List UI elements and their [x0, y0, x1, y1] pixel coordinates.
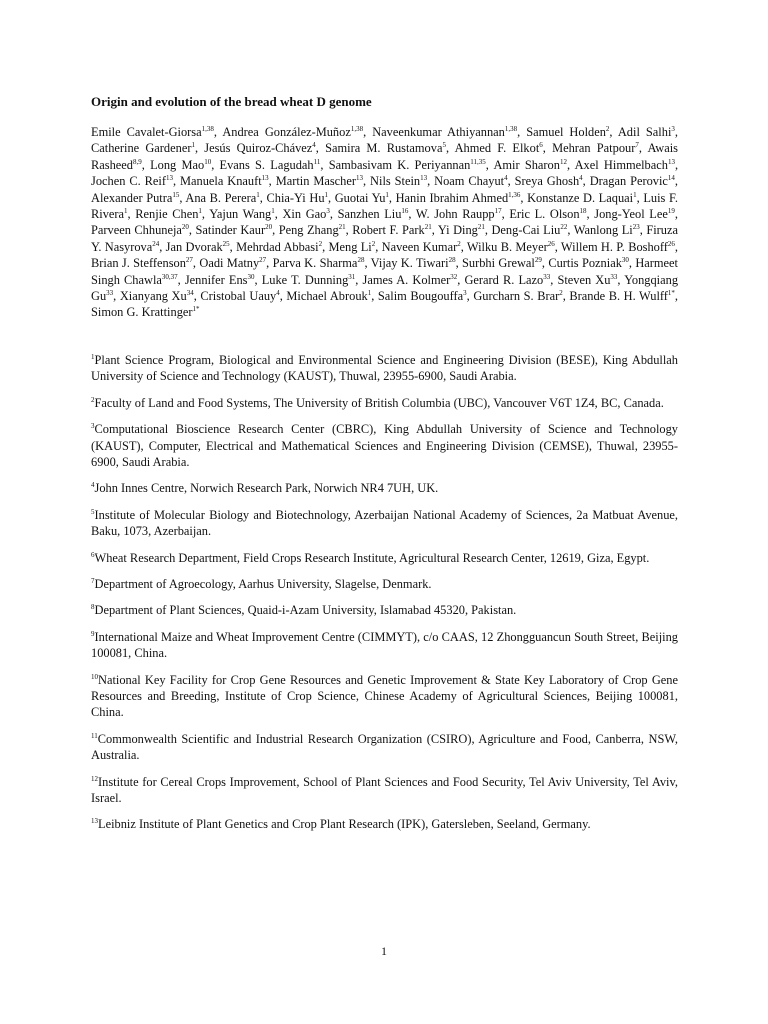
author-affiliation-marker: 27	[185, 256, 193, 265]
author-name: Peng Zhang	[278, 223, 339, 238]
affiliation-entry	[91, 395, 678, 411]
author-affiliation-marker: 4	[579, 174, 583, 183]
author-name: Catherine Gardener	[91, 141, 192, 156]
author-affiliation-marker: 1*	[667, 288, 675, 297]
author-affiliation-marker: 13	[420, 174, 428, 183]
author-affiliation-marker: 4	[276, 288, 280, 297]
author-name: Chia-Yi Hu	[266, 190, 325, 205]
paper-title: Origin and evolution of the bread wheat D genome	[91, 94, 372, 109]
author-affiliation-marker: 33	[543, 272, 551, 281]
affiliation-text: Department of Plant Sciences, Quaid-i-Azam University, Islamabad 45320, Pakistan.	[94, 603, 517, 618]
author-name: Mehran Patpour	[552, 141, 636, 156]
affiliation-entry	[91, 550, 678, 566]
author-affiliation-marker: 1	[271, 206, 275, 215]
affiliation-entry	[91, 421, 678, 470]
affiliation-text: Computational Bioscience Research Center (CBRC), King Abdullah University of Science and Technology (KAUST), Computer, Electrical and Mathematical Sciences and Engineering Division (CEMSE), Thuwal, 23955-6900, Saudi Arabia.	[91, 422, 678, 469]
author-affiliation-marker: 28	[357, 256, 365, 265]
author-affiliation-marker: 1	[324, 190, 329, 199]
author-affiliation-marker: 33	[106, 288, 114, 297]
author-name: Jochen C. Reif	[91, 174, 166, 189]
author-name: Awais Rasheed	[91, 141, 678, 172]
author-affiliation-marker: 13	[667, 157, 675, 166]
author-name: Sambasivam K. Periyannan	[328, 157, 471, 172]
author-name: Noam Chayut	[434, 174, 505, 189]
author-name: Alexander Putra	[91, 190, 173, 205]
author-affiliation-marker: 2	[371, 239, 376, 248]
author-affiliation-marker: 24	[152, 239, 160, 248]
affiliation-text: Institute of Molecular Biology and Biotechnology, Azerbaijan National Academy of Sciences, 2a Matbuat Avenue, Baku, 1073, Azerbaijan.	[91, 507, 678, 539]
author-affiliation-marker: 26	[547, 239, 555, 248]
author-affiliation-marker: 13	[165, 174, 173, 183]
author-affiliation-marker: 1,36	[508, 190, 521, 199]
author-name: Yajun Wang	[209, 207, 272, 222]
author-name: Vijay K. Tiwari	[370, 256, 449, 271]
author-affiliation-marker: 1	[385, 190, 389, 199]
paper-page	[91, 94, 678, 843]
author-affiliation-marker: 1	[633, 190, 637, 199]
affiliation-text: Faculty of Land and Food Systems, The University of British Columbia (UBC), Vancouver V6T 1Z4, BC, Canada.	[94, 395, 664, 410]
author-name: Andrea González-Muñoz	[222, 125, 351, 139]
affiliation-entry	[91, 629, 678, 662]
author-name: Naveenkumar Athiyannan	[372, 125, 505, 139]
author-name: Simon G. Krattinger	[91, 305, 193, 320]
author-name: Willem H. P. Boshoff	[560, 239, 668, 254]
affiliation-number: 11	[91, 731, 98, 740]
author-name: Yi Ding	[437, 223, 478, 238]
affiliation-number: 8	[91, 603, 95, 612]
author-name: W. John Raupp	[415, 207, 495, 222]
author-name: Long Mao	[150, 157, 205, 172]
author-affiliation-marker: 17	[494, 206, 502, 215]
affiliation-number: 1	[91, 352, 95, 361]
author-name: Konstanze D. Laquai	[527, 190, 634, 205]
affiliation-list	[91, 352, 678, 833]
author-affiliation-marker: 20	[265, 223, 273, 232]
author-affiliation-marker: 12	[559, 157, 567, 166]
author-name: Firuza Y. Nasyrova	[91, 223, 678, 254]
affiliation-text: Leibniz Institute of Plant Genetics and Crop Plant Research (IPK), Gatersleben, Seeland, Germany.	[98, 817, 591, 832]
affiliation-entry	[91, 774, 678, 807]
page-number: 1	[381, 944, 387, 958]
author-name: Salim Bougouffa	[377, 289, 464, 304]
author-affiliation-marker: 21	[338, 223, 346, 232]
author-affiliation-marker: 31	[348, 272, 356, 281]
author-affiliation-marker: 29	[534, 256, 542, 265]
author-name: Yongqiang Gu	[91, 272, 679, 304]
author-name: Gerard R. Lazo	[464, 272, 544, 287]
affiliation-number: 2	[91, 395, 95, 404]
author-affiliation-marker: 21	[424, 223, 432, 232]
author-affiliation-marker: 30,37	[161, 272, 178, 281]
author-name: James A. Kolmer	[362, 272, 451, 287]
author-affiliation-marker: 1,38	[504, 124, 518, 133]
author-affiliation-marker: 1,38	[350, 124, 364, 133]
author-affiliation-marker: 25	[222, 239, 230, 248]
author-affiliation-marker: 3	[326, 206, 330, 215]
author-name: Deng-Cai Liu	[491, 223, 561, 238]
author-name: Oadi Matny	[199, 256, 260, 271]
author-affiliation-marker: 2	[318, 239, 323, 248]
author-name: Manuela Knauft	[179, 174, 262, 189]
author-affiliation-marker: 1*	[192, 305, 200, 314]
author-name: Gurcharn S. Brar	[473, 289, 560, 304]
affiliation-entry	[91, 352, 678, 385]
affiliation-number: 4	[91, 481, 95, 490]
author-affiliation-marker: 33	[610, 272, 618, 281]
affiliation-text: Institute for Cereal Crops Improvement, School of Plant Sciences and Food Security, Tel Aviv University, Tel Aviv, Israel.	[91, 774, 678, 805]
affiliation-text: Wheat Research Department, Field Crops Research Institute, Agricultural Research Center, 12619, Giza, Egypt.	[94, 550, 650, 565]
author-affiliation-marker: 18	[579, 206, 587, 215]
author-name: Martin Mascher	[275, 174, 357, 189]
affiliation-number: 6	[91, 550, 95, 559]
author-name: Eric L. Olson	[509, 207, 580, 222]
author-affiliation-marker: 23	[632, 223, 640, 232]
author-name: Luke T. Dunning	[261, 272, 349, 287]
author-name: Steven Xu	[557, 272, 611, 287]
author-affiliation-marker: 5	[442, 141, 446, 150]
author-affiliation-marker: 3	[671, 124, 675, 133]
author-name: Robert F. Park	[352, 223, 425, 238]
affiliation-number: 10	[91, 672, 98, 681]
author-name: Michael Abrouk	[286, 289, 368, 304]
affiliation-entry	[91, 731, 678, 764]
author-name: Hanin Ibrahim Ahmed	[395, 190, 509, 205]
affiliation-text: Plant Science Program, Biological and Environmental Science and Engineering Division (BESE), King Abdullah University of Science and Technology (KAUST), Thuwal, 23955-6900, Saudi Arabia.	[91, 352, 678, 384]
author-name: Curtis Pozniak	[548, 256, 622, 271]
author-affiliation-marker: 34	[186, 288, 194, 297]
author-affiliation-marker: 1	[198, 206, 202, 215]
affiliation-number: 12	[91, 774, 98, 783]
author-name: Guotai Yu	[334, 190, 386, 205]
author-affiliation-marker: 13	[356, 174, 364, 183]
author-name: Sanzhen Liu	[337, 207, 402, 222]
affiliation-text: Commonwealth Scientific and Industrial Research Organization (CSIRO), Agriculture and Food, Canberra, NSW, Australia.	[91, 731, 678, 763]
affiliation-text: Department of Agroecology, Aarhus University, Slagelse, Denmark.	[94, 576, 432, 591]
author-affiliation-marker: 11,35	[470, 157, 486, 166]
author-affiliation-marker: 6	[539, 141, 543, 150]
author-name: Evans S. Lagudah	[219, 157, 314, 172]
author-name: Samuel Holden	[526, 125, 606, 139]
author-name: Nils Stein	[370, 174, 421, 189]
author-name: Satinder Kaur	[195, 223, 266, 238]
author-affiliation-marker: 1	[367, 288, 372, 297]
affiliation-entry	[91, 816, 678, 832]
author-affiliation-marker: 1	[191, 141, 195, 150]
author-name: Ana B. Perera	[185, 190, 257, 205]
author-name: Samira M. Rustamova	[325, 141, 443, 156]
affiliation-number: 7	[91, 576, 95, 585]
author-name: Amir Sharon	[493, 157, 560, 172]
author-affiliation-marker: 15	[172, 190, 180, 199]
author-affiliation-marker: 30	[247, 272, 255, 281]
author-affiliation-marker: 32	[450, 272, 458, 281]
author-name: Axel Himmelbach	[574, 157, 668, 172]
author-name: Mehrdad Abbasi	[236, 239, 319, 254]
author-list: Emile Cavalet-Giorsa$^{1,38}$, Andrea González-Muñoz$^{1,38}$, Naveenkumar Athiyannan$^{1,38}$, Samuel Holden$^2$, Adil Salhi$^3$, Catherine Gardener$^1$, Jesús Quiroz-Chávez$^4$, Samira M. Rustamova$^5$, Ahmed F. Elkot$^6$, Mehran Patpour$^7$, Awais Rasheed$^{8,9}$, Long Mao$^{10}$, Evans S. Lagudah$^{11}$, Sambasivam K. Periyannan$^{11,35}$, Amir Sharon$^{12}$, Axel Himmelbach$^{13}$, Jochen C. Reif$^{13}$, Manuela Knauft$^{13}$, Martin Mascher$^{13}$, Nils Stein$^{13}$, Noam Chayut$^4$, Sreya Ghosh$^4$, Dragan Perovic$^{14}$, Alexander Putra$^{15}$, Ana B. Perera$^1$, Chia-Yi Hu$^1$, Guotai Yu$^1$, Hanin Ibrahim Ahmed$^{1,36}$, Konstanze D. Laquai$^1$, Luis F. Rivera$^1$, Renjie Chen$^1$, Yajun Wang$^1$, Xin Gao$^3$, Sanzhen Liu$^{16}$, W. John Raupp$^{17}$, Eric L. Olson$^{18}$, Jong-Yeol Lee$^{19}$, Parveen Chhuneja$^{20}$, Satinder Kaur$^{20}$, Peng Zhang$^{21}$, Robert F. Park$^{21}$, Yi Ding$^{21}$, Deng-Cai Liu$^{22}$, Wanlong Li$^{23}$, Firuza Y. Nasyrova$^{24}$, Jan Dvorak$^{25}$, Mehrdad Abbasi$^2$, Meng Li$^2$, Naveen Kumar$^2$, Wilku B. Meyer$^{26}$, Willem H. P. Boshoff$^{26}$, Brian J. Steffenson$^{27}$, Oadi Matny$^{27}$, Parva K. Sharma$^{28}$, Vijay K. Tiwari$^{28}$, Surbhi Grewal$^{29}$, Curtis Pozniak$^{30}$, Harmeet Singh Chawla$^{30,37}$, Jennifer Ens$^{30}$, Luke T. Dunning$^{31}$, James A. Kolmer$^{32}$, Gerard R. Lazo$^{33}$, Steven Xu$^{33}$, Yongqiang Gu$^{33}$, Xianyang Xu$^{34}$, Cristobal Uauy$^4$, Michael Abrouk$^1$, Salim Bougouffa$^3$, Gurcharn S. Brar$^2$, Brande B. H. Wulff$^{1*}$, Simon G. Krattinger$^{1*}$	[91, 124, 679, 320]
affiliation-text: National Key Facility for Crop Gene Resources and Genetic Improvement & State Key Laboratory of Crop Gene Resources and Breeding, Institute of Crop Science, Chinese Academy of Agricultural Sciences, Beijing 100081, China.	[91, 672, 678, 720]
author-name: Brande B. H. Wulff	[569, 289, 668, 304]
author-name: Parva K. Sharma	[272, 256, 358, 271]
author-name: Wanlong Li	[573, 223, 633, 238]
author-name: Luis F. Rivera	[91, 190, 678, 222]
author-name: Jan Dvorak	[165, 239, 223, 254]
author-name: Emile Cavalet-Giorsa	[91, 125, 202, 139]
author-name: Jesús Quiroz-Chávez	[204, 141, 313, 156]
author-affiliation-marker: 22	[560, 223, 568, 232]
author-affiliation-marker: 28	[448, 256, 456, 265]
author-affiliation-marker: 7	[635, 141, 639, 150]
author-affiliation-marker: 1,38	[201, 124, 214, 133]
author-name: Ahmed F. Elkot	[454, 141, 540, 156]
affiliation-entry	[91, 672, 678, 721]
author-name: Parveen Chhuneja	[91, 223, 182, 238]
author-name: Renjie Chen	[135, 207, 199, 222]
author-name: Xin Gao	[282, 207, 327, 222]
affiliation-number: 13	[91, 817, 98, 826]
author-name: Naveen Kumar	[381, 239, 458, 254]
affiliation-text: International Maize and Wheat Improvement Centre (CIMMYT), c/o CAAS, 12 Zhongguancun South Street, Beijing 100081, China.	[91, 629, 678, 661]
author-name: Meng Li	[328, 239, 372, 254]
affiliation-text: John Innes Centre, Norwich Research Park, Norwich NR4 7UH, UK.	[94, 481, 439, 496]
author-affiliation-marker: 1	[256, 190, 260, 199]
author-affiliation-marker: 16	[401, 206, 409, 215]
author-name: Cristobal Uauy	[200, 289, 277, 304]
affiliation-entry	[91, 507, 678, 540]
author-affiliation-marker: 27	[259, 256, 267, 265]
author-affiliation-marker: 30	[621, 256, 629, 265]
author-affiliation-marker: 1	[124, 206, 128, 215]
author-affiliation-marker: 10	[204, 157, 212, 166]
author-affiliation-marker: 2	[559, 288, 563, 297]
author-affiliation-marker: 4	[504, 174, 508, 183]
affiliation-number: 9	[91, 629, 95, 638]
author-affiliation-marker: 19	[667, 206, 675, 215]
author-name: Jennifer Ens	[184, 272, 248, 287]
affiliation-entry	[91, 602, 678, 618]
affiliation-number: 5	[91, 507, 95, 516]
author-affiliation-marker: 4	[312, 141, 316, 150]
affiliation-entry	[91, 480, 678, 496]
author-name: Xianyang Xu	[119, 289, 187, 304]
author-affiliation-marker: 3	[463, 288, 467, 297]
affiliation-entry	[91, 576, 678, 592]
author-affiliation-marker: 14	[667, 174, 675, 183]
author-affiliation-marker: 26	[667, 239, 675, 248]
author-name: Adil Salhi	[617, 125, 672, 139]
affiliation-number: 3	[91, 421, 95, 430]
author-affiliation-marker: 13	[261, 174, 269, 183]
author-name: Surbhi Grewal	[462, 256, 535, 271]
author-affiliation-marker: 2	[457, 239, 461, 248]
author-affiliation-marker: 20	[181, 223, 189, 232]
author-affiliation-marker: 21	[477, 223, 485, 232]
author-name: Brian J. Steffenson	[91, 256, 186, 271]
author-name: Harmeet Singh Chawla	[91, 256, 678, 287]
author-affiliation-marker: 8,9	[132, 157, 142, 166]
author-name: Dragan Perovic	[589, 174, 668, 189]
author-affiliation-marker: 2	[605, 124, 610, 133]
author-name: Wilku B. Meyer	[466, 239, 548, 254]
author-name: Jong-Yeol Lee	[594, 207, 668, 222]
author-name: Sreya Ghosh	[514, 174, 580, 189]
author-affiliation-marker: 11	[313, 157, 321, 166]
